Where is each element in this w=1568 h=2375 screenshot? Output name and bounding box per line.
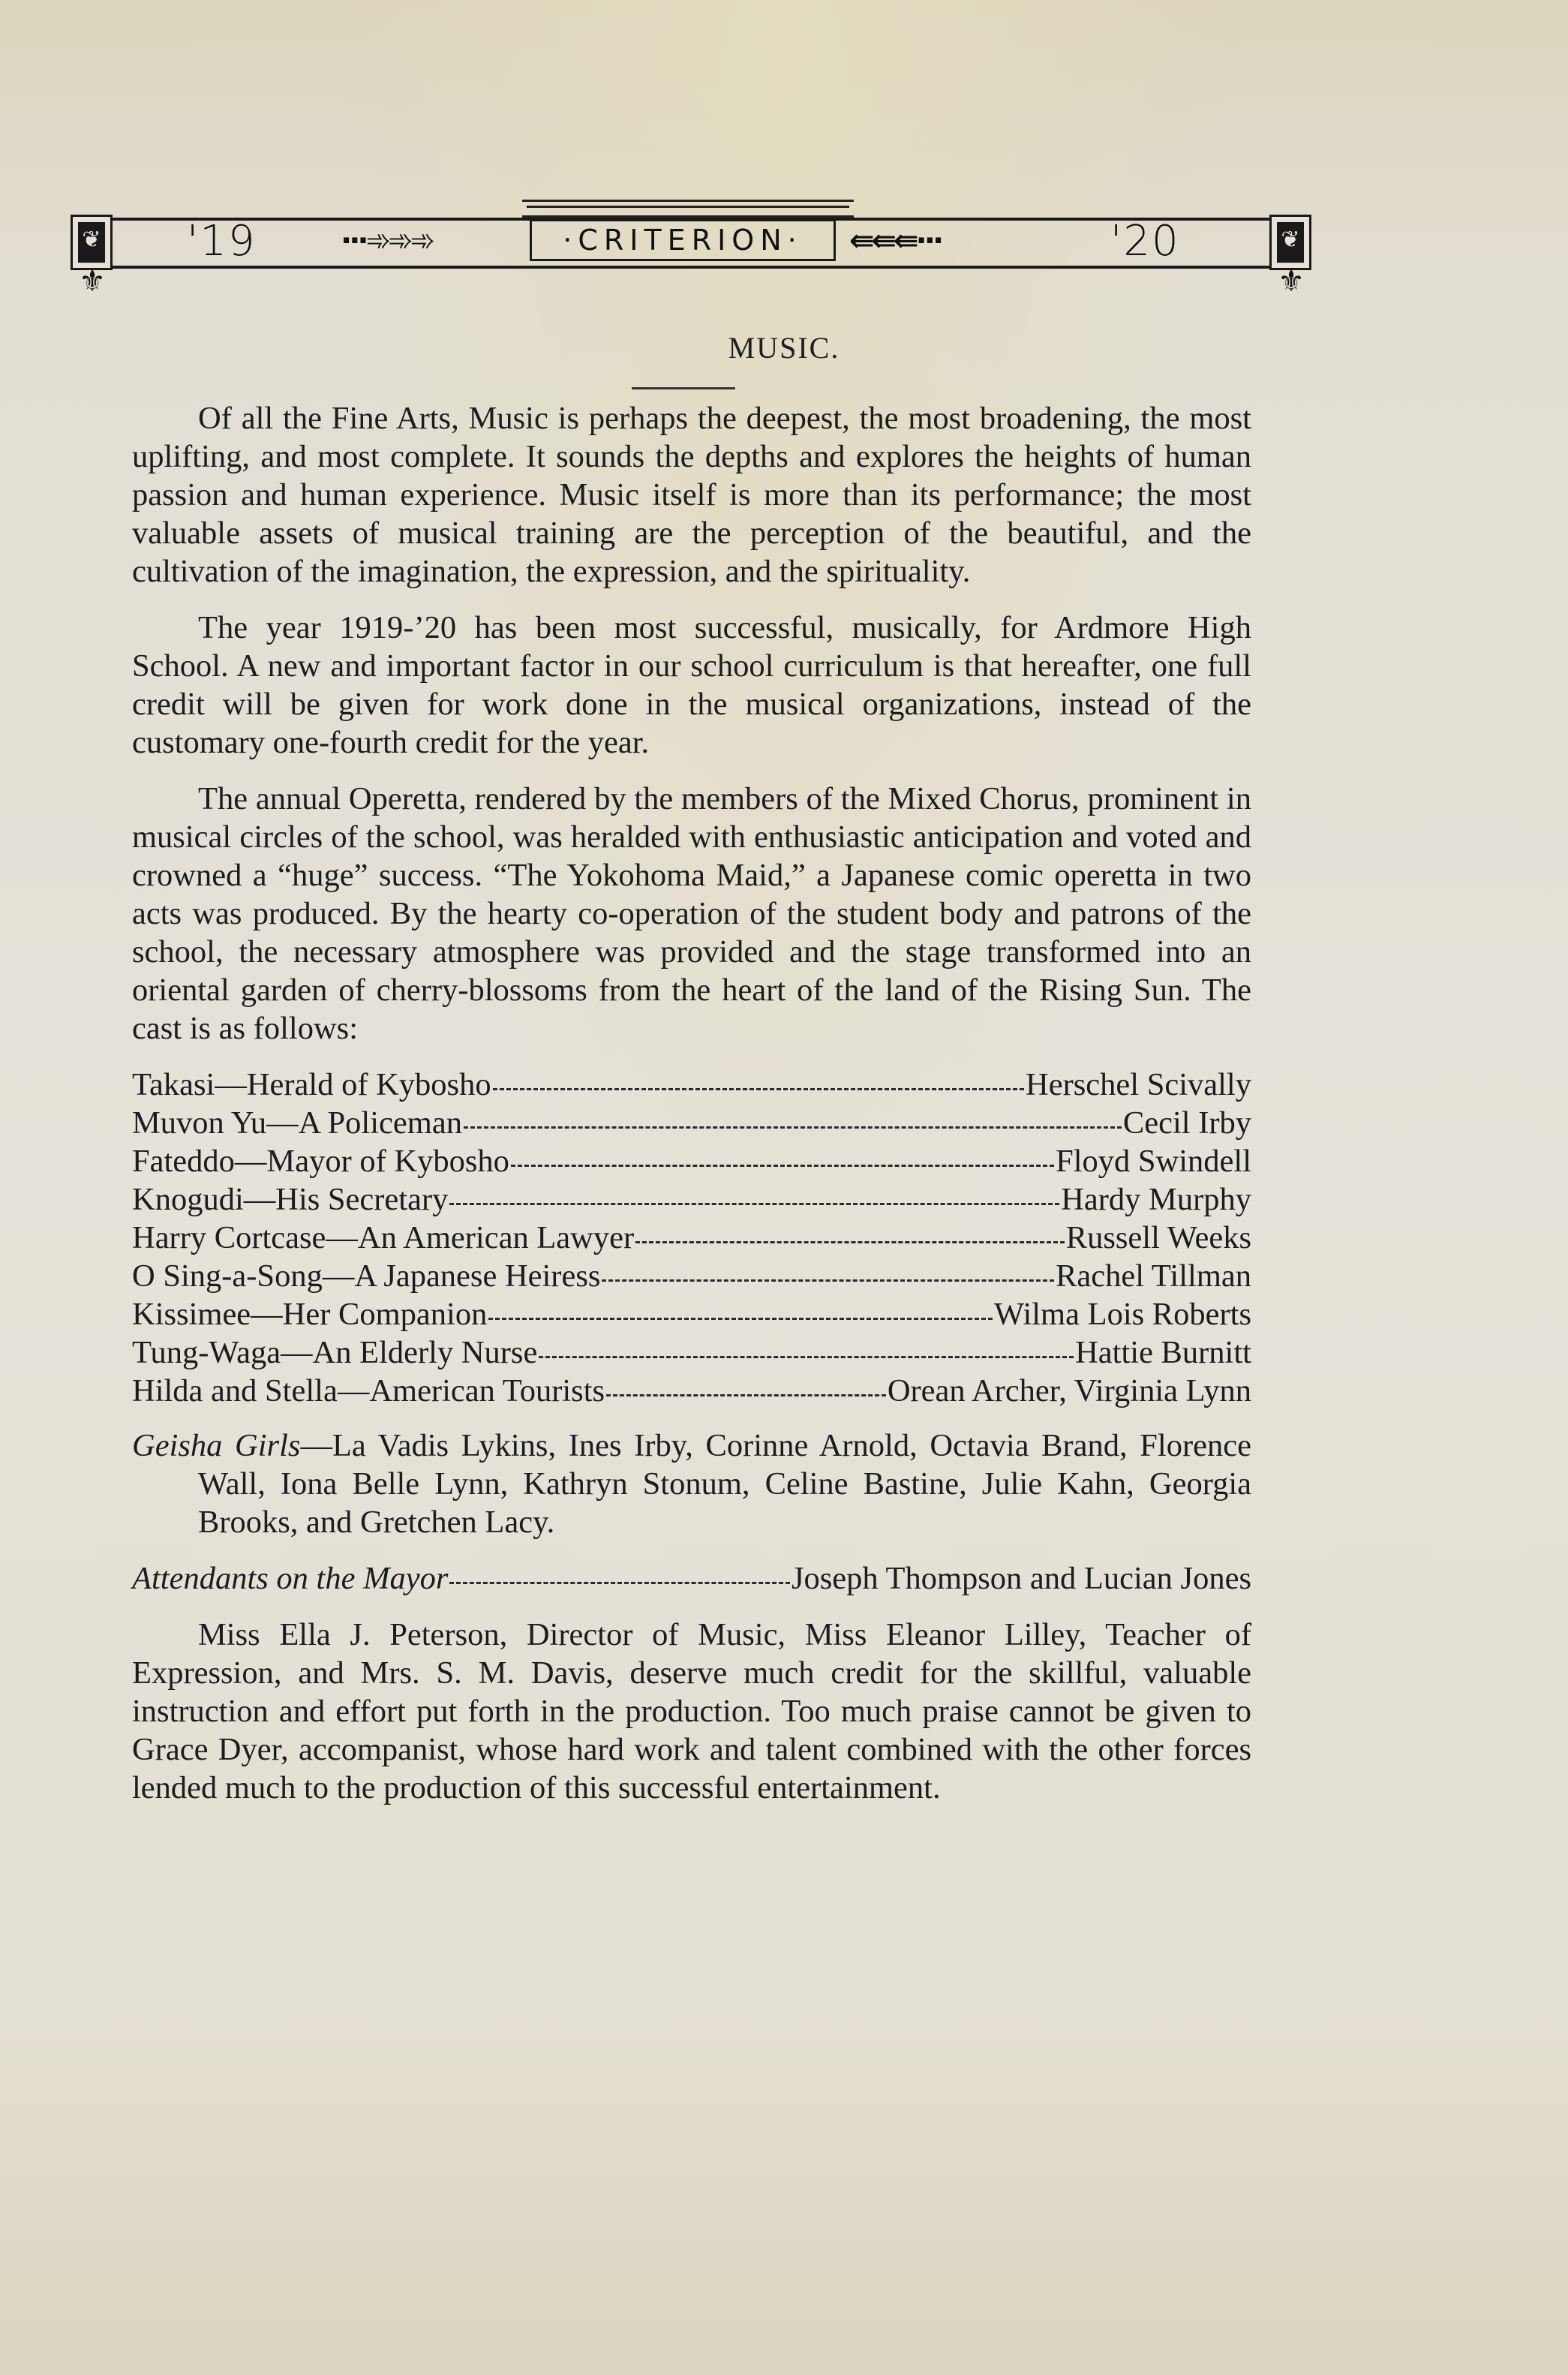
attendants-names: Joseph Thompson and Lucian Jones <box>791 1561 1251 1596</box>
cast-actor: Orean Archer, Virginia Lynn <box>887 1373 1251 1408</box>
year-right: '20 <box>1110 217 1180 266</box>
dot-leader <box>449 1203 1059 1205</box>
criterion-header-banner <box>71 197 1311 299</box>
dot-leader <box>488 1318 993 1320</box>
cast-actor: Floyd Swindell <box>1056 1144 1251 1179</box>
paragraph-credits: Miss Ella J. Peterson, Director of Music, Miss Eleanor Lilley, Teacher of Expression, and Mrs. S. M. Davis, deserve much credit for the skillful, valuable instruction and effort put forth in the production. Too much praise cannot be given to Grace Dyer, accompanist, whose hard work and talent combined with the other forces lended much to the production of this successful entertainment. <box>132 1617 1251 1805</box>
attendants-label: Attendants on the Mayor <box>132 1561 449 1596</box>
cast-role: Harry Cortcase—An American Lawyer <box>132 1220 635 1255</box>
attendants-entry <box>132 1559 1251 1598</box>
cast-role: Takasi—Herald of Kybosho <box>132 1067 491 1102</box>
cast-row <box>132 1219 1251 1257</box>
cast-actor: Hattie Burnitt <box>1075 1335 1251 1370</box>
geisha-label: Geisha Girls <box>132 1428 301 1463</box>
dot-leader <box>635 1241 1065 1243</box>
section-heading: MUSIC. <box>728 331 840 365</box>
paragraph-intro: Of all the Fine Arts, Music is perhaps the deepest, the most broadening, the most uplifting, and most complete. It sounds the depths and explores the heights of human passion and human experience. Music itself is more than its performance; the most valuable assets of musical training are the perception of the beautiful, and the cultivation of the imagination, the expression, and the spirituality. <box>132 401 1251 589</box>
arrow-ornament-right-icon: ⇚⇚⇚··· <box>849 224 942 258</box>
cast-row <box>132 1180 1251 1219</box>
masthead-title: ·CRITERION· <box>563 224 803 257</box>
cast-role: Fateddo—Mayor of Kybosho <box>132 1144 509 1179</box>
cast-row <box>132 1372 1251 1410</box>
fern-icon: ❦ <box>71 215 113 270</box>
cast-row <box>132 1142 1251 1180</box>
dot-leader <box>606 1394 886 1396</box>
cast-role: Muvon Yu—A Policeman <box>132 1105 462 1141</box>
cast-list <box>132 1066 1251 1410</box>
banner-top-cap <box>522 200 854 218</box>
geisha-names: —La Vadis Lykins, Ines Irby, Corinne Arnold, Octavia Brand, Florence Wall, Iona Belle Lynn, Kathryn Stonum, Celine Bastine, Julie Kahn, Georgia Brooks, and Gretchen Lacy. <box>198 1428 1251 1540</box>
paragraph-year: The year 1919-’20 has been most successful, musically, for Ardmore High School. A new and important factor in our school curriculum is that hereafter, one full credit will be given for work done in the musical organizations, instead of the customary one-fourth credit for the year. <box>132 610 1251 760</box>
cast-role: Knogudi—His Secretary <box>132 1182 449 1217</box>
cast-row <box>132 1104 1251 1142</box>
cast-row <box>132 1066 1251 1104</box>
cast-actor: Cecil Irby <box>1122 1105 1251 1141</box>
dot-leader <box>602 1279 1054 1282</box>
fern-icon: ❦ <box>1269 215 1311 270</box>
dot-leader <box>464 1126 1122 1129</box>
geisha-girls-entry <box>132 1427 1251 1541</box>
cast-actor: Herschel Scivally <box>1026 1067 1251 1102</box>
cast-role: Kissimee—Her Companion <box>132 1297 488 1332</box>
cast-actor: Hardy Murphy <box>1061 1182 1251 1217</box>
arrow-ornament-left-icon: ···➾➾➾ <box>341 224 433 258</box>
cast-row <box>132 1295 1251 1333</box>
cast-role: O Sing-a-Song—A Japanese Heiress <box>132 1258 601 1294</box>
masthead-title-box <box>530 219 836 261</box>
cast-role: Tung-Waga—An Elderly Nurse <box>132 1335 538 1370</box>
pendant-ornament-icon: ⚜ <box>79 264 106 299</box>
cast-row <box>132 1333 1251 1372</box>
paragraph-operetta: The annual Operetta, rendered by the members of the Mixed Chorus, prominent in musical circles of the school, was heralded with enthusiastic anticipation and voted and crowned a “huge” success. “The Yokohoma Maid,” a Japanese comic operetta in two acts was produced. By the hearty co-operation of the student body and patrons of the school, the necessary atmosphere was provided and the stage transformed into an oriental garden of cherry-blossoms from the heart of the land of the Rising Sun. The cast is as follows: <box>132 781 1251 1046</box>
pendant-ornament-icon: ⚜ <box>1278 264 1305 299</box>
dot-leader <box>493 1088 1024 1090</box>
heading-divider <box>632 387 735 389</box>
cast-row <box>132 1257 1251 1295</box>
dot-leader <box>449 1582 790 1584</box>
cast-actor: Russell Weeks <box>1065 1220 1251 1255</box>
article-body <box>132 399 1251 1807</box>
year-left: '19 <box>187 217 257 266</box>
dot-leader <box>511 1165 1054 1167</box>
cast-role: Hilda and Stella—American Tourists <box>132 1373 605 1408</box>
cast-actor: Rachel Tillman <box>1056 1258 1251 1294</box>
dot-leader <box>539 1356 1074 1358</box>
cast-actor: Wilma Lois Roberts <box>994 1297 1251 1332</box>
